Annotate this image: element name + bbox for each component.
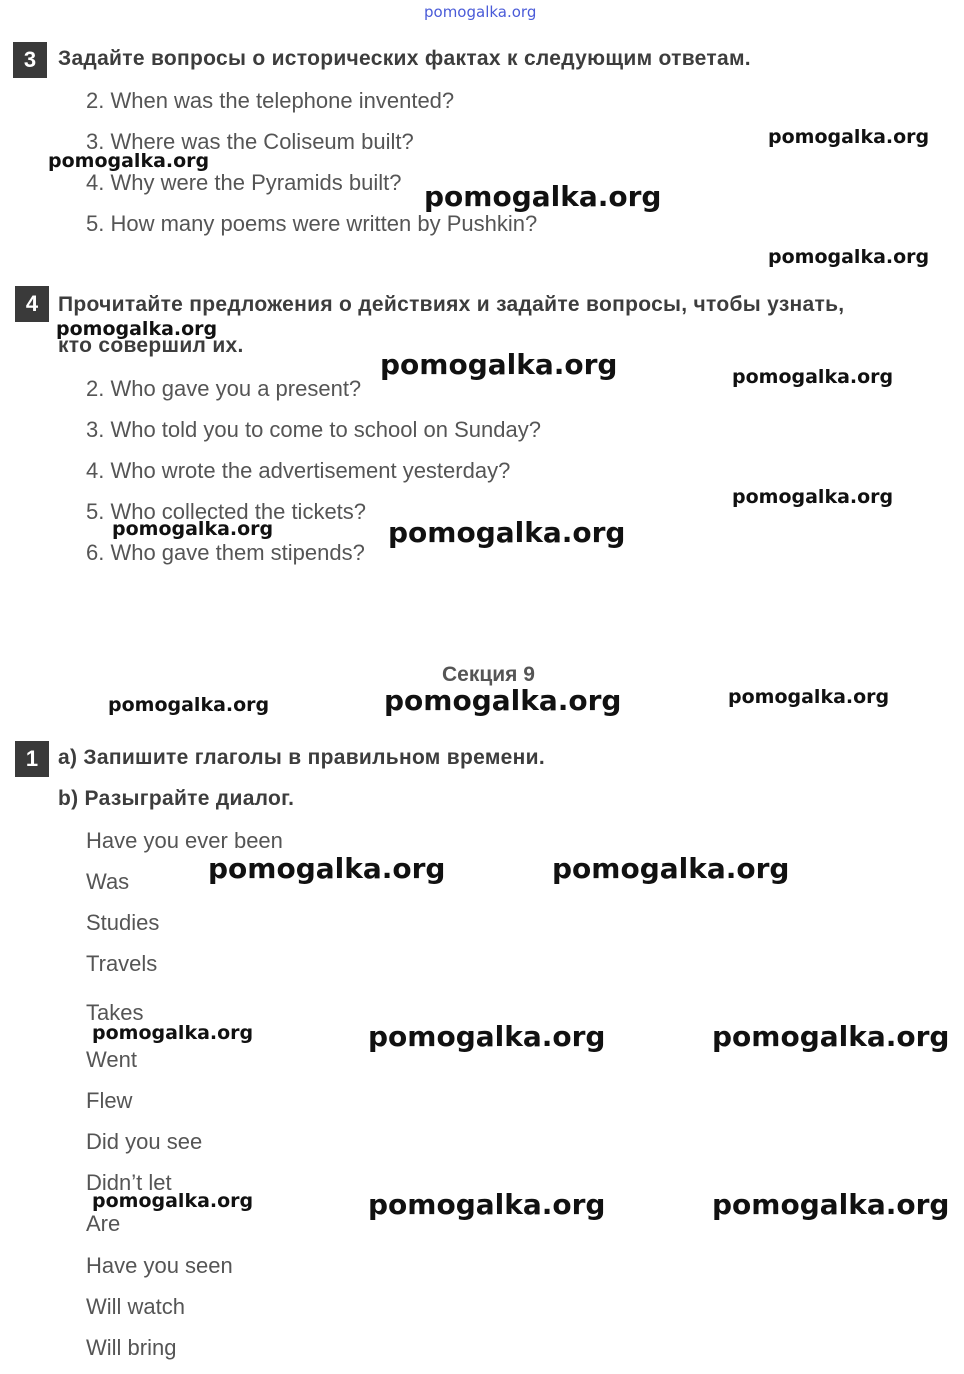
watermark: pomogalka.org [424, 180, 662, 213]
watermark: pomogalka.org [48, 150, 210, 172]
exercise-1-item: Didn’t let [86, 1170, 172, 1195]
section-title: Секция 9 [442, 663, 535, 686]
exercise-1-item: Went [86, 1047, 137, 1072]
exercise-1-number: 1 [15, 741, 49, 777]
exercise-1-item: Will watch [86, 1294, 186, 1319]
watermark: pomogalka.org [388, 516, 626, 549]
exercise-4-number: 4 [15, 286, 49, 322]
exercise-1-item: Are [86, 1211, 121, 1236]
watermark: pomogalka.org [368, 1188, 606, 1221]
exercise-4-item: 6. Who gave them stipends? [86, 540, 365, 565]
exercise-3-item: 2. When was the telephone invented? [86, 88, 455, 113]
watermark-top: pomogalka.org [424, 3, 537, 21]
watermark: pomogalka.org [92, 1190, 254, 1212]
exercise-4-item: 4. Who wrote the advertisement yesterday? [86, 458, 511, 483]
exercise-1-item: Travels [86, 951, 158, 976]
exercise-4-heading-cont: кто совершил их. [58, 334, 244, 357]
watermark: pomogalka.org [92, 1022, 254, 1044]
exercise-3-number: 3 [13, 42, 47, 78]
watermark: pomogalka.org [108, 694, 270, 716]
watermark: pomogalka.org [712, 1020, 950, 1053]
watermark: pomogalka.org [768, 246, 930, 268]
exercise-1-item: Will bring [86, 1335, 177, 1360]
exercise-1-item: Takes [86, 1000, 144, 1025]
exercise-1-item: Flew [86, 1088, 133, 1113]
exercise-1-item: Have you ever been [86, 828, 283, 853]
watermark: pomogalka.org [56, 318, 218, 340]
exercise-4-item: 2. Who gave you a present? [86, 376, 362, 401]
watermark: pomogalka.org [732, 486, 894, 508]
watermark: pomogalka.org [368, 1020, 606, 1053]
exercise-1-task-a: a) Запишите глаголы в правильном времени. [58, 746, 545, 769]
watermark: pomogalka.org [384, 684, 622, 717]
exercise-1-task-b: b) Разыграйте диалог. [58, 787, 295, 810]
exercise-4-heading: Прочитайте предложения о действиях и задайте вопросы, чтобы узнать, [58, 293, 845, 316]
watermark: pomogalka.org [208, 852, 446, 885]
exercise-3-heading: Задайте вопросы о исторических фактах к следующим ответам. [58, 47, 751, 70]
watermark: pomogalka.org [380, 348, 618, 381]
exercise-3-item: 3. Where was the Coliseum built? [86, 129, 414, 154]
watermark: pomogalka.org [728, 686, 890, 708]
exercise-1-item: Was [86, 869, 130, 894]
exercise-4-item: 5. Who collected the tickets? [86, 499, 367, 524]
exercise-4-item: 3. Who told you to come to school on Sunday? [86, 417, 541, 442]
exercise-1-item: Have you seen [86, 1253, 233, 1278]
watermark: pomogalka.org [112, 518, 274, 540]
watermark: pomogalka.org [768, 126, 930, 148]
watermark: pomogalka.org [712, 1188, 950, 1221]
exercise-1-item: Studies [86, 910, 160, 935]
exercise-3-item: 5. How many poems were written by Pushkin? [86, 211, 538, 236]
exercise-1-item: Did you see [86, 1129, 203, 1154]
exercise-3-item: 4. Why were the Pyramids built? [86, 170, 402, 195]
watermark: pomogalka.org [552, 852, 790, 885]
watermark: pomogalka.org [732, 366, 894, 388]
